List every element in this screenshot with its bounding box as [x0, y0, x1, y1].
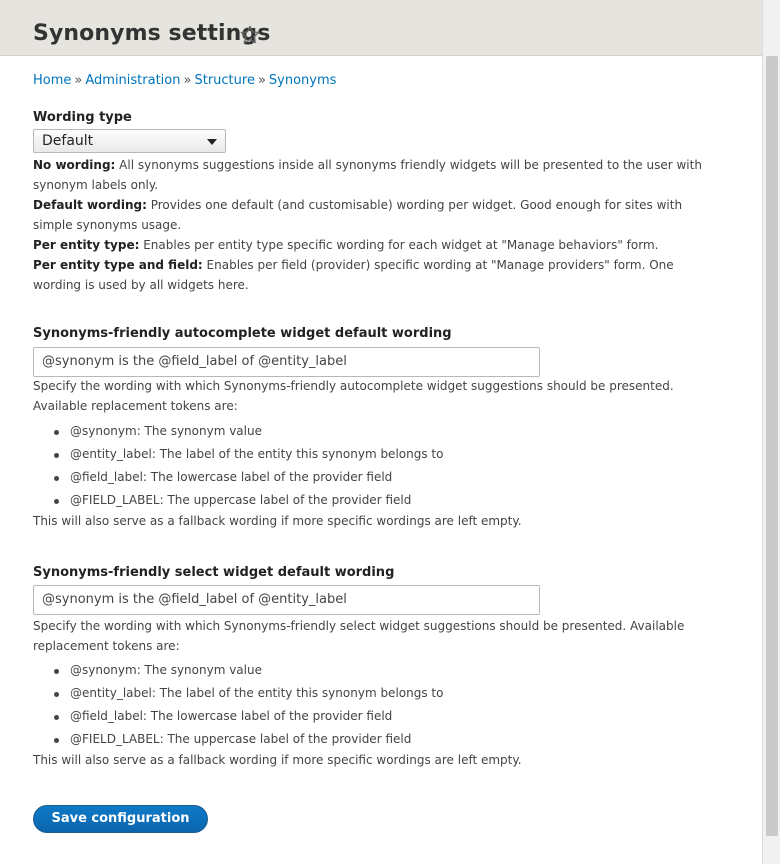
select-wording-description-cont: replacement tokens are:	[33, 639, 180, 653]
select-wording-input[interactable]: @synonym is the @field_label of @entity_label	[33, 585, 540, 615]
autocomplete-wording-label: Synonyms-friendly autocomplete widget default wording	[33, 326, 452, 341]
scrollbar-thumb[interactable]	[766, 56, 778, 836]
autocomplete-token-list	[33, 420, 443, 512]
page-title: Synonyms settings	[33, 21, 271, 46]
list-item: @field_label: The lowercase label of the provider field	[33, 705, 443, 728]
wording-option-per-entity-type: Per entity type: Enables per entity type specific wording for each widget at "Manage behaviors" form.	[33, 238, 659, 252]
autocomplete-tokens-intro: Available replacement tokens are:	[33, 399, 238, 413]
breadcrumb-administration[interactable]: Administration	[85, 73, 181, 88]
breadcrumb-separator: »	[183, 73, 192, 88]
vertical-scrollbar[interactable]	[762, 0, 780, 864]
wording-type-label: Wording type	[33, 110, 132, 125]
list-item: @synonym: The synonym value	[33, 659, 443, 682]
select-fallback-note: This will also serve as a fallback wording if more specific wordings are left empty.	[33, 753, 522, 767]
wording-option-default: Default wording: Provides one default (and customisable) wording per widget. Good enough for sites with simple synonyms usage.	[33, 198, 683, 232]
breadcrumb-home[interactable]: Home	[33, 73, 72, 88]
page-header	[0, 0, 762, 56]
breadcrumb-synonyms[interactable]: Synonyms	[268, 73, 337, 88]
select-token-list	[33, 659, 443, 751]
list-item: @synonym: The synonym value	[33, 420, 443, 443]
list-item: @FIELD_LABEL: The uppercase label of the provider field	[33, 728, 443, 751]
list-item: @entity_label: The label of the entity this synonym belongs to	[33, 443, 443, 466]
autocomplete-wording-input[interactable]: @synonym is the @field_label of @entity_label	[33, 347, 540, 377]
wording-type-select[interactable]	[33, 129, 226, 153]
wording-option-no-wording: No wording: All synonyms suggestions inside all synonyms friendly widgets will be presented to the user with synonym labels only.	[33, 158, 702, 192]
wording-type-description	[33, 155, 723, 295]
save-configuration-button[interactable]: Save configuration	[33, 805, 208, 833]
breadcrumb-separator: »	[257, 73, 266, 88]
list-item: @field_label: The lowercase label of the provider field	[33, 466, 443, 489]
list-item: @entity_label: The label of the entity this synonym belongs to	[33, 682, 443, 705]
autocomplete-wording-description: Specify the wording with which Synonyms-friendly autocomplete widget suggestions should be presented.	[33, 379, 674, 393]
star-outline-icon[interactable]	[239, 24, 261, 46]
breadcrumb	[33, 73, 336, 88]
select-wording-description: Specify the wording with which Synonyms-friendly select widget suggestions should be presented. Available	[33, 619, 685, 633]
breadcrumb-separator: »	[74, 73, 83, 88]
list-item: @FIELD_LABEL: The uppercase label of the provider field	[33, 489, 443, 512]
autocomplete-fallback-note: This will also serve as a fallback wording if more specific wordings are left empty.	[33, 514, 522, 528]
select-wording-label: Synonyms-friendly select widget default wording	[33, 565, 395, 580]
breadcrumb-structure[interactable]: Structure	[194, 73, 255, 88]
chevron-down-icon	[207, 139, 217, 145]
wording-option-per-entity-type-and-field: Per entity type and field: Enables per field (provider) specific wording at "Manage providers" form. One wording is used by all widgets here.	[33, 258, 674, 292]
wording-type-selected-value: Default	[42, 133, 94, 149]
